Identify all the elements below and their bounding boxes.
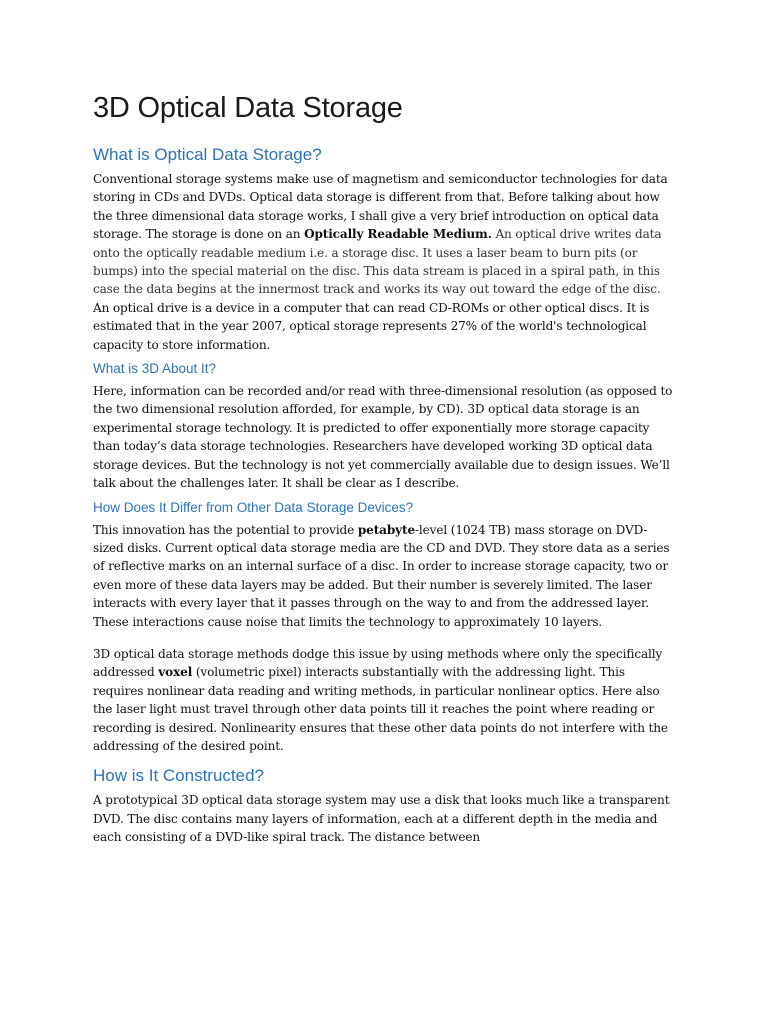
text-run: 3D optical data storage methods dodge this issue by using methods where only the specifically addressed: [93, 646, 663, 680]
text-run: Conventional storage systems make use of magnetism and semiconductor technologies for data storing in CDs and DVDs. Optical data storage is different from that. Before talking about how the three dimensional data storage works, I shall give a very brief introduction on optical data storage. The storage is done on an: [93, 172, 668, 242]
section-paragraph-optical-storage: [93, 170, 673, 354]
text-run: (volumetric pixel) interacts substantially with the addressing light. This requires nonlinear data reading and writing methods, in particular nonlinear optics. Here also the laser light must travel through other data points till it reaches the point where reading or recording is desired. Nonlinearity ensures that these other data points do not interfere with the addressing of the desired point.: [93, 665, 668, 753]
text-run-light: An optical drive writes data onto the optically readable medium i.e. a storage disc. It uses a laser beam to burn pits (or bumps) into the special material on the disc. This data stream is placed in a spiral path, in this case the data begins at the innermost track and works its way out toward the edge of the disc.: [93, 227, 662, 297]
section-paragraph-differ-2: [93, 645, 673, 755]
text-run: This innovation has the potential to provide: [93, 522, 358, 537]
section-heading-optical-storage: What is Optical Data Storage?: [93, 145, 322, 164]
section-paragraph-3d-about: Here, information can be recorded and/or read with three-dimensional resolution (as opposed to the two dimensional resolution afforded, for example, by CD). 3D optical data storage is an experimental storage technology. It is predicted to offer exponentially more storage capacity than today’s data storage technologies. Researchers have developed working 3D optical data storage devices. But the technology is not yet commercially available due to design issues. We’ll talk about the challenges later. It shall be clear as I describe.: [93, 384, 673, 491]
document-title: 3D Optical Data Storage: [93, 92, 403, 124]
text-run-bold: Optically Readable Medium.: [304, 227, 492, 242]
document-page: [93, 88, 673, 853]
section-heading-3d-about: What is 3D About It?: [93, 361, 217, 377]
text-run-bold: voxel: [158, 665, 193, 680]
section-heading-constructed: How is It Constructed?: [93, 766, 265, 786]
text-run: An optical drive is a device in a computer that can read CD-ROMs or other optical discs. It is estimated that in the year 2007, optical storage represents 27% of the world's technological capacity to store information.: [93, 300, 650, 352]
section-paragraph-constructed: A prototypical 3D optical data storage system may use a disk that looks much like a transparent DVD. The disc contains many layers of information, each at a different depth in the media and each consisting of a DVD-like spiral track. The distance between: [93, 793, 670, 845]
text-run-bold: petabyte: [357, 522, 415, 537]
section-heading-differ: How Does It Differ from Other Data Storage Devices?: [93, 499, 414, 515]
text-run: -level (1024 TB) mass storage on DVD-sized disks. Current optical data storage media are the CD and DVD. They store data as a series of reflective marks on an internal surface of a disc. In order to increase storage capacity, two or even more of these data layers may be added. But their number is severely limited. The laser interacts with every layer that it passes through on the way to and from the addressed layer. These interactions cause noise that limits the technology to approximately 10 layers.: [93, 522, 670, 629]
section-paragraph-differ-1: [93, 521, 673, 631]
paragraph-gap: [93, 637, 673, 645]
